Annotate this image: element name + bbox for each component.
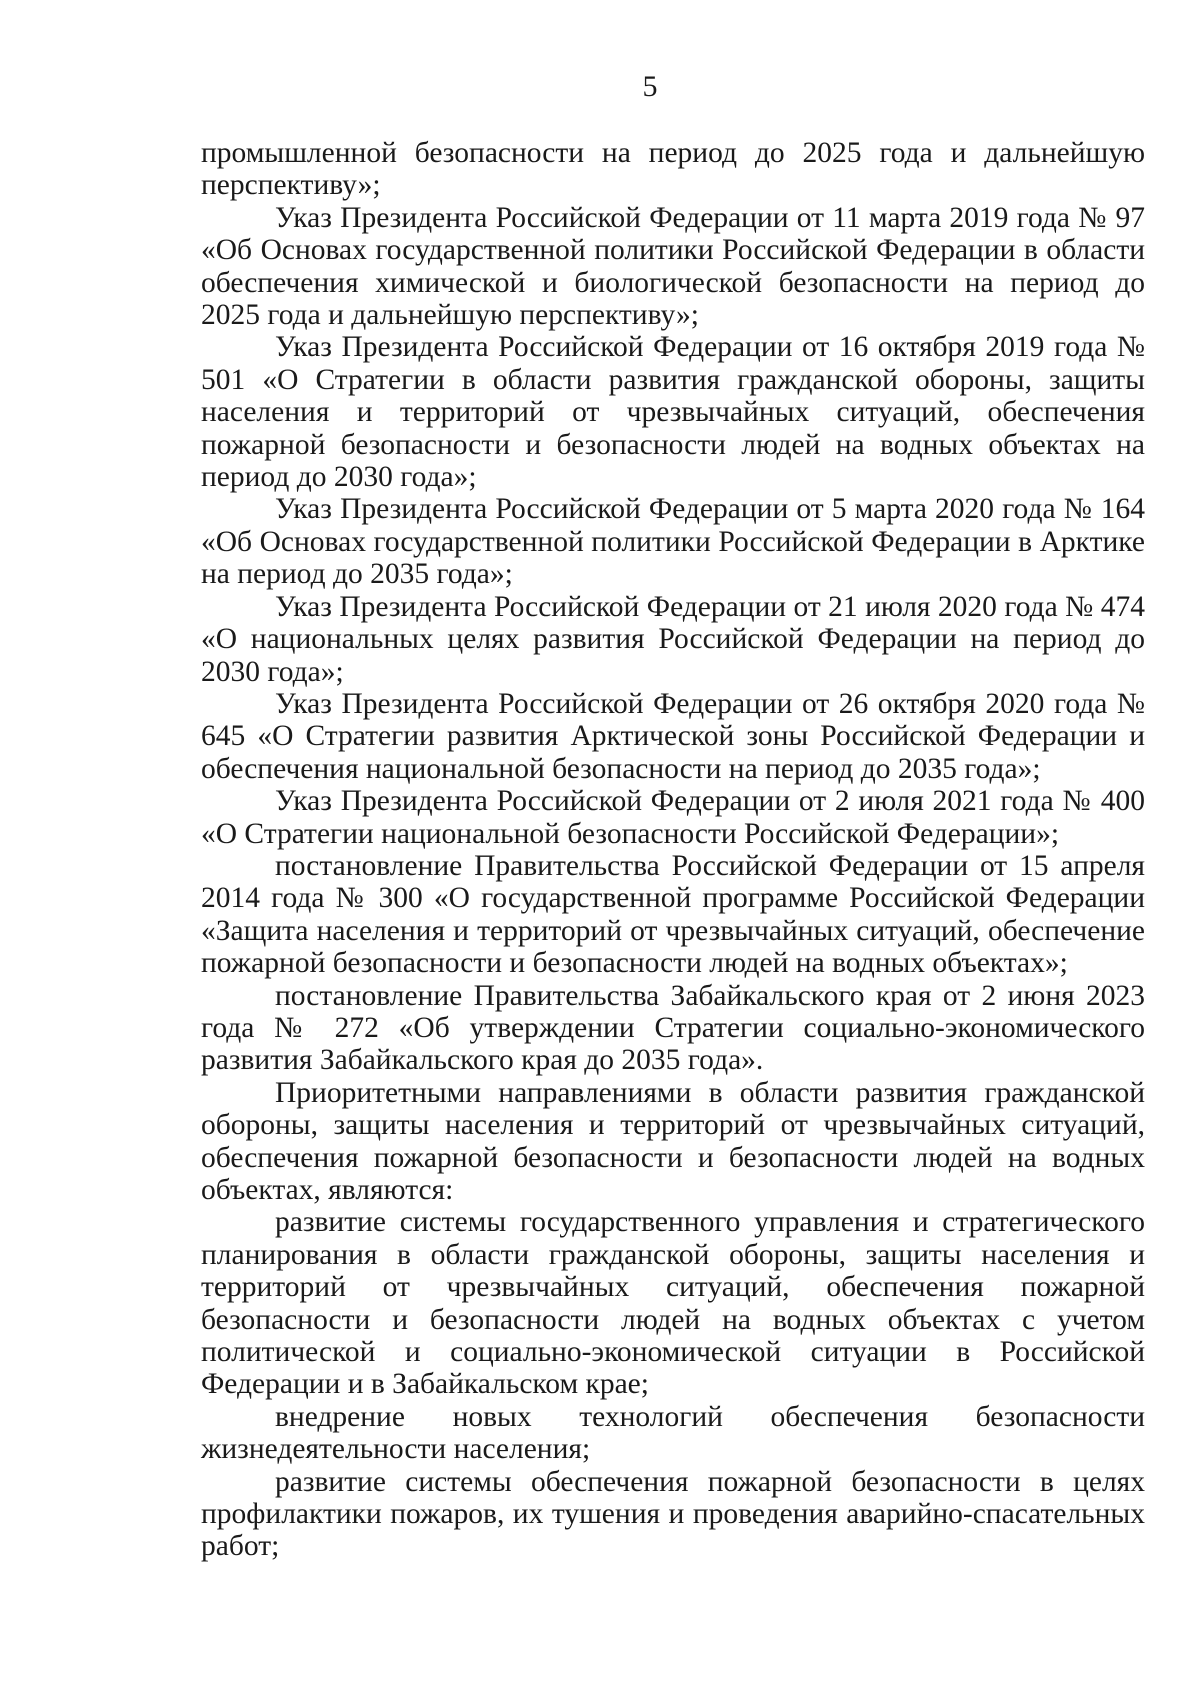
paragraph-resolution-272: постановление Правительства Забайкальского края от 2 июня 2023 года № 272 «Об утверждении Стратегии социально-экономического развития Забайкальского края до 2035 года».: [201, 979, 1145, 1077]
paragraph-decree-501: Указ Президента Российской Федерации от 16 октября 2019 года № 501 «О Стратегии в области развития гражданской обороны, защиты населения и территорий от чрезвычайных ситуаций, обеспечения пожарной безопасности и безопасности людей на водных объектах на период до 2030 года»;: [201, 331, 1145, 494]
page-number: 5: [642, 70, 658, 103]
paragraph-decree-645: Указ Президента Российской Федерации от 26 октября 2020 года № 645 «О Стратегии развития Арктической зоны Российской Федерации и обеспечения национальной безопасности на период до 2035 года»;: [201, 687, 1145, 785]
paragraph-decree-474: Указ Президента Российской Федерации от 21 июля 2020 года № 474 «О национальных целях развития Российской Федерации на период до 2030 года»;: [201, 590, 1145, 688]
paragraph-priorities-intro: Приоритетными направлениями в области развития гражданской обороны, защиты населения и территорий от чрезвычайных ситуаций, обеспечения пожарной безопасности и безопасности людей на водных объектах, являются:: [201, 1076, 1145, 1206]
paragraph-priority-fire-safety: развитие системы обеспечения пожарной безопасности в целях профилактики пожаров, их тушения и проведения аварийно-спасательных работ;: [201, 1465, 1145, 1563]
paragraph-decree-400: Указ Президента Российской Федерации от 2 июля 2021 года № 400 «О Стратегии национальной безопасности Российской Федерации»;: [201, 785, 1145, 850]
paragraph-priority-management: развитие системы государственного управления и стратегического планирования в области гражданской обороны, защиты населения и территорий от чрезвычайных ситуаций, обеспечения пожарной безопасности и безопасности людей на водных объектах с учетом политической и социально-экономической ситуации в Российской Федерации и в Забайкальском крае;: [201, 1206, 1145, 1401]
paragraph-resolution-300: постановление Правительства Российской Федерации от 15 апреля 2014 года № 300 «О государственной программе Российской Федерации «Защита населения и территорий от чрезвычайных ситуаций, обеспечение пожарной безопасности и безопасности людей на водных объектах»;: [201, 849, 1145, 980]
document-body: [201, 137, 1145, 1563]
paragraph-priority-technologies: внедрение новых технологий обеспечения безопасности жизнедеятельности населения;: [201, 1400, 1145, 1466]
paragraph-continuation: промышленной безопасности на период до 2025 года и дальнейшую перспективу»;: [201, 137, 1145, 202]
paragraph-decree-97: Указ Президента Российской Федерации от 11 марта 2019 года № 97 «Об Основах государственной политики Российской Федерации в области обеспечения химической и биологической безопасности на период до 2025 года и дальнейшую перспективу»;: [201, 201, 1145, 332]
paragraph-decree-164: Указ Президента Российской Федерации от 5 марта 2020 года № 164 «Об Основах государственной политики Российской Федерации в Арктике на период до 2035 года»;: [201, 493, 1145, 591]
